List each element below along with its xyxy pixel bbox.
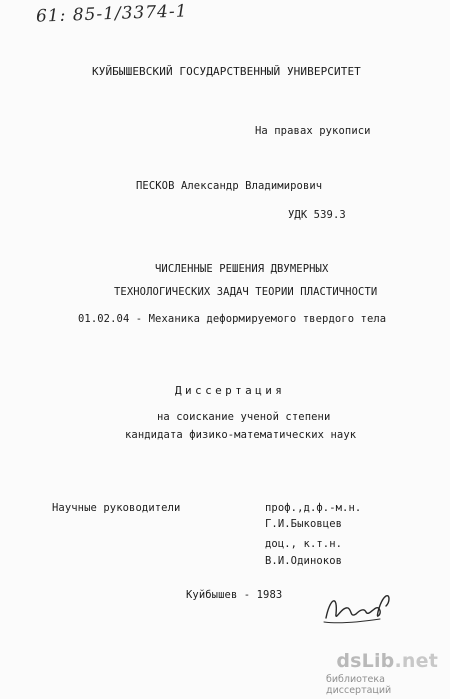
supervisor-2-title: доц., к.т.н. <box>265 538 343 550</box>
thesis-title-line-1: ЧИСЛЕННЫЕ РЕШЕНИЯ ДВУМЕРНЫХ <box>155 263 329 275</box>
author-name: ПЕСКОВ Александр Владимирович <box>136 180 323 192</box>
archive-reference: 61: 85-1/3374-1 <box>35 1 188 27</box>
degree-line-1: на соискание ученой степени <box>157 411 331 423</box>
degree-line-2: кандидата физико-математических наук <box>125 429 357 441</box>
watermark-logo-tld: .net <box>394 650 438 672</box>
supervisor-1-name: Г.И.Быковцев <box>265 518 343 530</box>
supervisor-2-name: В.И.Одиноков <box>265 555 343 567</box>
supervisors-label: Научные руководители <box>52 502 181 514</box>
specialty-code: 01.02.04 - Механика деформируемого твердого тела <box>78 313 387 325</box>
city-year: Куйбышев - 1983 <box>186 589 283 601</box>
watermark-subtitle: библиотека диссертаций <box>326 674 392 696</box>
dslib-watermark <box>326 650 444 694</box>
watermark-logo-main: dsLib <box>336 650 395 672</box>
university-name: КУЙБЫШЕВСКИЙ ГОСУДАРСТВЕННЫЙ УНИВЕРСИТЕТ <box>92 65 361 78</box>
dissertation-label: Диссертация <box>175 384 286 397</box>
manuscript-rights: На правах рукописи <box>255 125 371 137</box>
watermark-logo <box>336 650 438 672</box>
supervisor-1-title: проф.,д.ф.-м.н. <box>265 502 362 514</box>
udk-code: УДК 539.3 <box>288 209 346 221</box>
thesis-title-line-2: ТЕХНОЛОГИЧЕСКИХ ЗАДАЧ ТЕОРИИ ПЛАСТИЧНОСТИ <box>114 286 378 298</box>
author-signature <box>320 588 396 632</box>
